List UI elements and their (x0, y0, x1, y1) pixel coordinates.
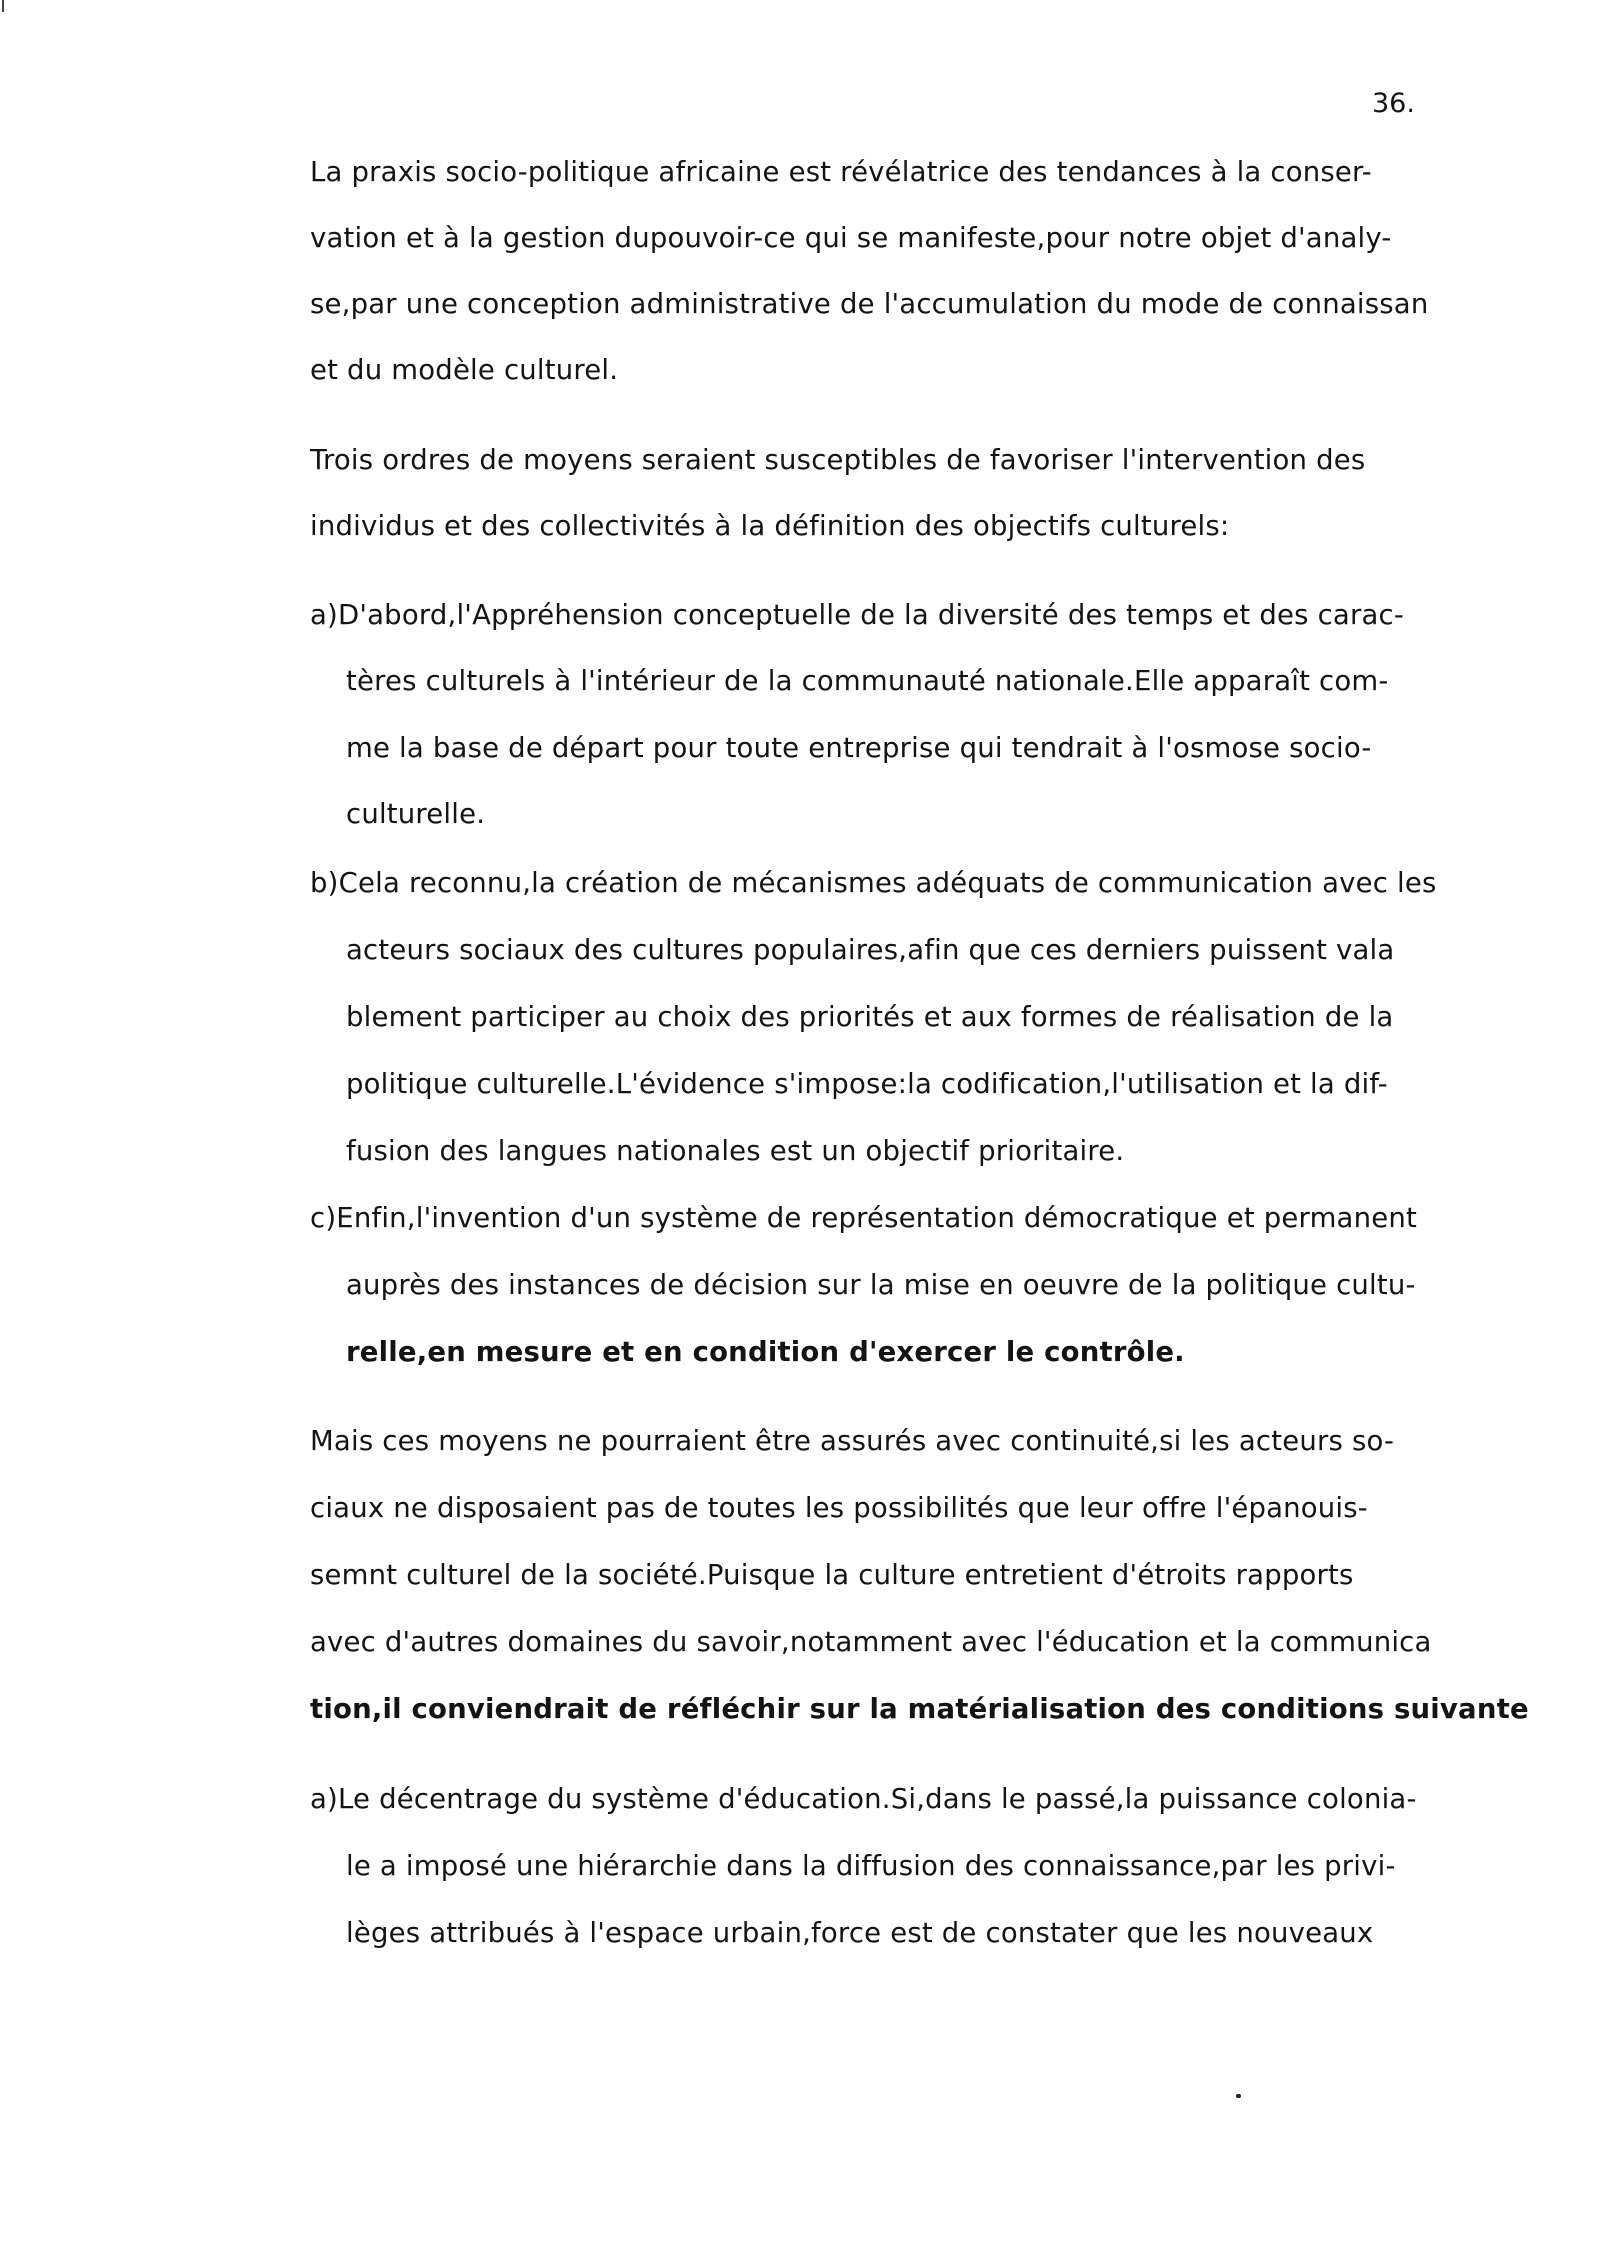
list-item-b: b)Cela reconnu,la création de mécanismes adéquats de communication avec les (310, 867, 1437, 899)
text-line: auprès des instances de décision sur la mise en oeuvre de la politique cultu- (346, 1269, 1416, 1301)
text-line: culturelle. (346, 798, 486, 830)
text-line: individus et des collectivités à la définition des objectifs culturels: (310, 510, 1230, 542)
text-line: me la base de départ pour toute entreprise qui tendrait à l'osmose socio- (346, 732, 1372, 764)
text-line: La praxis socio-politique africaine est révélatrice des tendances à la conser- (310, 156, 1372, 188)
page-number: 36. (1372, 88, 1415, 119)
text-line: se,par une conception administrative de l'accumulation du mode de connaissan (310, 288, 1429, 320)
text-line: blement participer au choix des priorités et aux formes de réalisation de la (346, 1001, 1394, 1033)
text-line: le a imposé une hiérarchie dans la diffusion des connaissance,par les privi- (346, 1850, 1396, 1882)
text-line: relle,en mesure et en condition d'exercer le contrôle. (346, 1336, 1185, 1368)
text-line: ciaux ne disposaient pas de toutes les possibilités que leur offre l'épanouis- (310, 1492, 1368, 1524)
text-line: tion,il conviendrait de réfléchir sur la matérialisation des conditions suivante (310, 1693, 1529, 1725)
list-item-a: a)D'abord,l'Appréhension conceptuelle de la diversité des temps et des carac- (310, 599, 1404, 631)
text-line: fusion des langues nationales est un objectif prioritaire. (346, 1135, 1125, 1167)
list-item-a-second: a)Le décentrage du système d'éducation.Si,dans le passé,la puissance colonia- (310, 1783, 1417, 1815)
text-line: semnt culturel de la société.Puisque la culture entretient d'étroits rapports (310, 1559, 1354, 1591)
list-item-c: c)Enfin,l'invention d'un système de représentation démocratique et permanent (310, 1202, 1417, 1234)
text-line: vation et à la gestion dupouvoir-ce qui se manifeste,pour notre objet d'analy- (310, 222, 1392, 254)
text-line: Mais ces moyens ne pourraient être assurés avec continuité,si les acteurs so- (310, 1425, 1395, 1457)
text-line: Trois ordres de moyens seraient susceptibles de favoriser l'intervention des (310, 444, 1366, 476)
text-line: avec d'autres domaines du savoir,notamment avec l'éducation et la communica (310, 1626, 1432, 1658)
text-line: acteurs sociaux des cultures populaires,afin que ces derniers puissent vala (346, 934, 1395, 966)
text-line: lèges attribués à l'espace urbain,force est de constater que les nouveaux (346, 1917, 1374, 1949)
text-line: politique culturelle.L'évidence s'impose:la codification,l'utilisation et la dif- (346, 1068, 1388, 1100)
scan-speck (1236, 2094, 1241, 2098)
text-line: et du modèle culturel. (310, 354, 619, 386)
scan-edge-mark (2, 0, 4, 12)
text-line: tères culturels à l'intérieur de la communauté nationale.Elle apparaît com- (346, 665, 1389, 697)
